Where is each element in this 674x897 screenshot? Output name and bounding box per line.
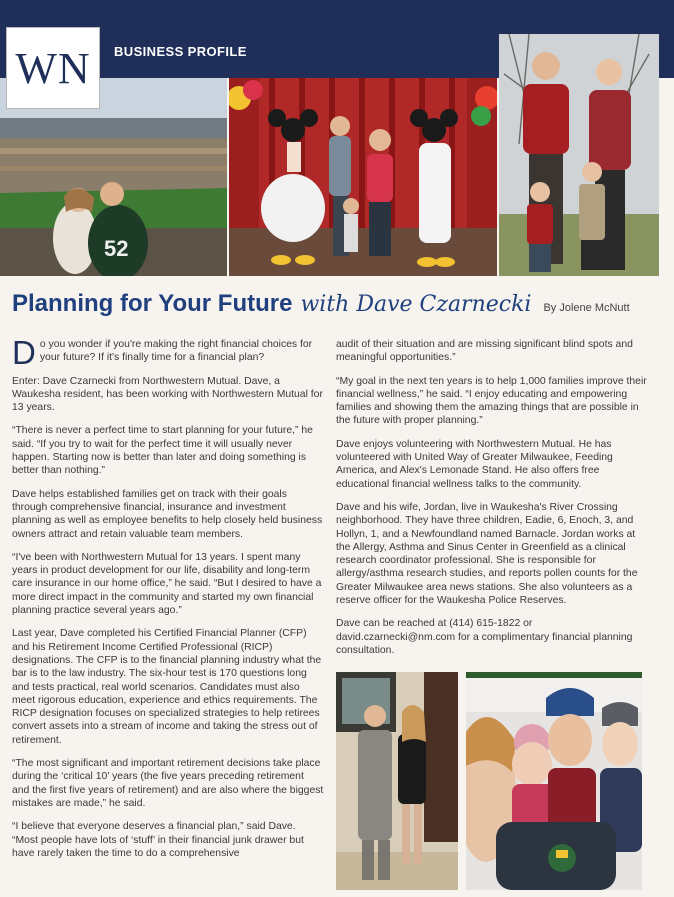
paragraph: “My goal in the next ten years is to help 1,000 families improve their financial wellness,” he said. “I enjoy educating and empowering families and showing them the amazing things that are possible in the future with proper planning.”	[336, 375, 647, 427]
paragraph: “There is never a perfect time to start planning for your future,” he said. “If you try to wait for the perfect time it will usually never happen. Starting now is better than later and doing something is better than nothing.”	[12, 425, 313, 477]
article-left-column	[12, 334, 324, 870]
svg-text:52: 52	[104, 236, 129, 261]
article-right-column	[336, 338, 650, 667]
title-script: with Dave Czarnecki	[300, 292, 532, 317]
paragraph: “I've been with Northwestern Mutual for 13 years. I spent many years in product development for our life, disability and long-term care insurance in our home office,” he said. “But I desired to have a more direct impact in the community and started my own financial planning practice several years ago.”	[12, 551, 322, 617]
couple-photo	[336, 672, 458, 890]
drop-cap: D	[12, 334, 36, 371]
paragraph	[12, 334, 324, 371]
disney-photo	[229, 78, 497, 276]
paragraph: “The most significant and important retirement decisions take place during the ‘critical 10’ years (the five years preceding retirement and the first five years of retirement) and are also where the biggest mistakes are made,” he said.	[12, 758, 324, 809]
selfie-photo	[466, 672, 642, 890]
byline: By Jolene McNutt	[543, 302, 630, 314]
paragraph: audit of their situation and are missing significant blind spots and meaningful opportunities.”	[336, 339, 633, 364]
paragraph-text: o you wonder if you're making the right financial choices for your future? If it's finally time for a financial plan?	[39, 339, 313, 364]
paragraph: Last year, Dave completed his Certified Financial Planner (CFP) and his Retirement Income Certified Professional (RICP) designations. The CFP is to the financial planning industry what the bar is to the law industry. The six-hour test is 170 questions long and tests practical, real world scenarios. Candidates must also meet rigorous education, experience and ethics requirements. The RICP designation focuses on specialized strategies to help retirees convert assets into a stream of income and taking the stress out of retirement.	[12, 628, 322, 746]
title-main: Planning for Your Future	[12, 290, 293, 317]
section-label: BUSINESS PROFILE	[114, 44, 247, 59]
paragraph: Dave enjoys volunteering with Northwestern Mutual. He has volunteered with United Way of Greater Milwaukee, Feeding America, and Alex's Lemonade Stand. He also offers free educational financial wellness talks to the community.	[336, 438, 613, 490]
paragraph: Enter: Dave Czarnecki from Northwestern Mutual. Dave, a Waukesha resident, has been working with Northwestern Mutual for 13 years.	[12, 375, 323, 414]
paragraph: Dave and his wife, Jordan, live in Waukesha's River Crossing neighborhood. They have three children, Eadie, 6, Enoch, 3, and Hollyn, 1, and a Newfoundland named Barnacle. Jordan works at the Allergy, Asthma and Sinus Center in Greenfield as a clinical research coordinator professional. She is responsible for allergy/asthma research studies, and reports pollen counts for the Greater Milwaukee area news stations. She also volunteers as a reserve officer for the Waukesha Police Reserves.	[336, 501, 638, 607]
paragraph: Dave helps established families get on track with their goals through comprehensive financial, insurance and investment planning as well as employee benefits to help closely held business owners attract and retain valuable team members.	[12, 488, 323, 540]
paragraph: “I believe that everyone deserves a financial plan,” said Dave. “Most people have lots of ‘stuff’ in their financial junk drawer but have rarely taken the time to do a comprehensive	[12, 821, 304, 859]
family-photo	[499, 34, 659, 276]
article-title	[12, 290, 662, 330]
logo-text: WN	[15, 43, 91, 93]
paragraph: Dave can be reached at (414) 615-1822 or david.czarnecki@nm.com for a complimentary financial planning consultation.	[336, 618, 633, 656]
magazine-logo	[6, 27, 100, 109]
